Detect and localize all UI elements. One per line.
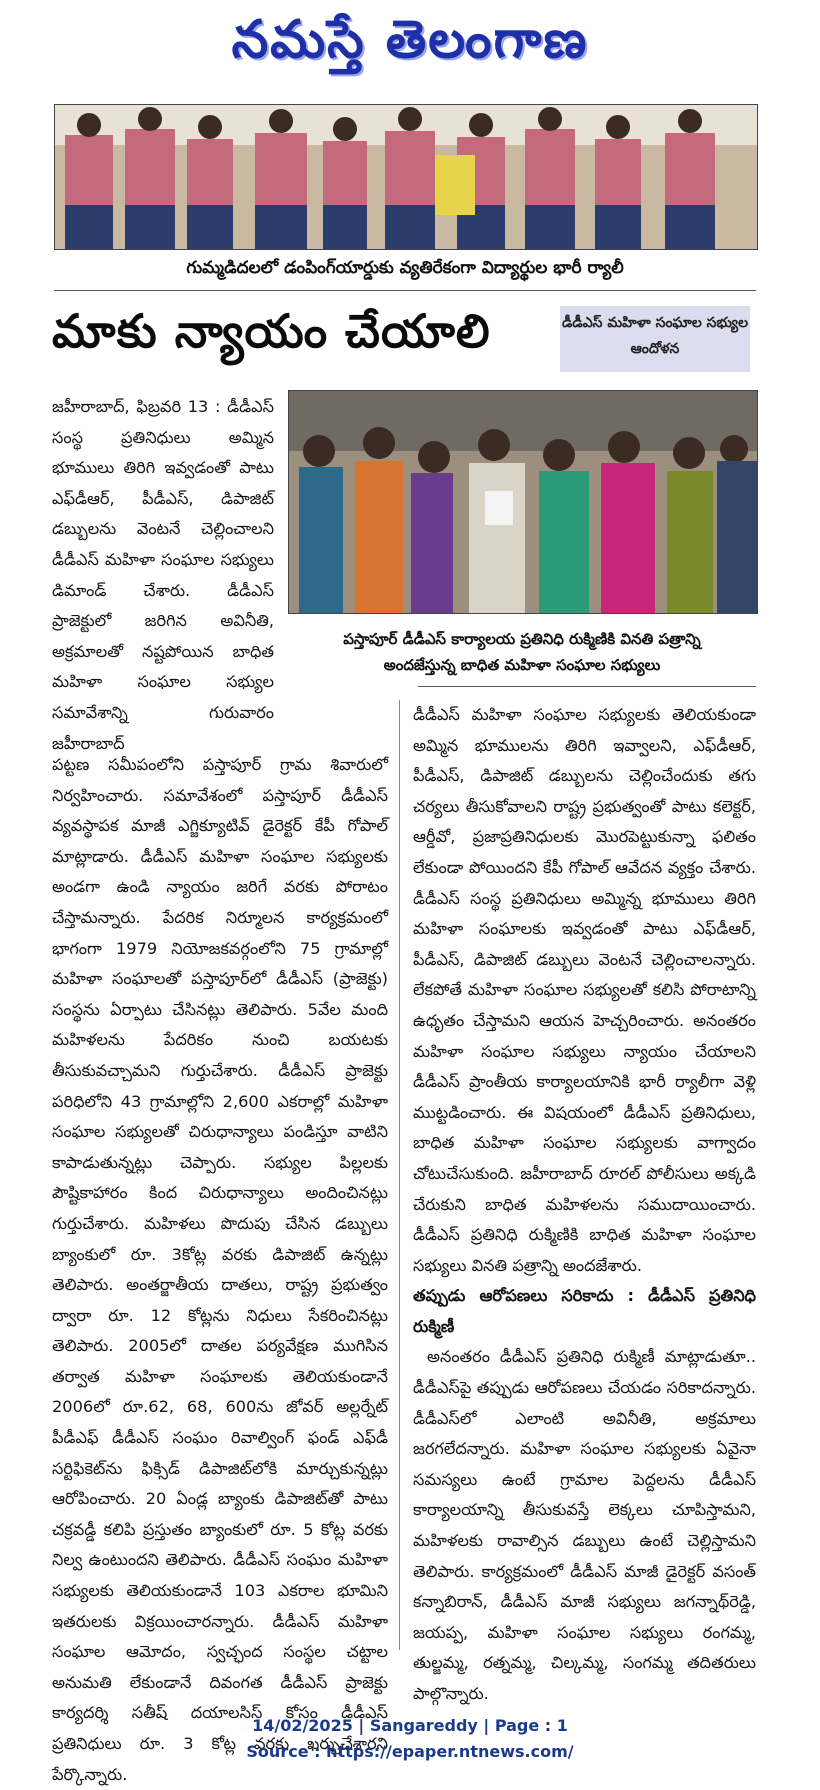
petition-photo-caption-2: అందజేస్తున్న బాధిత మహిళా సంఘాల సభ్యులు: [383, 656, 661, 674]
rally-photo: [54, 104, 758, 250]
article-paragraph-response: అనంతరం డీడీఎస్ ప్రతినిధి రుక్మిణీ మాట్లాడుతూ.. డీడీఎస్‌పై తప్పుడు ఆరోపణలు చేయడం సరికాదన్నారు. డీడీఎస్‌లో ఎలాంటి అవినీతి, అక్రమాలు జరగలేదన్నారు. మహిళా సంఘాల సభ్యులకు ఏవైనా సమస్యలు ఉంటే గ్రామాల పెద్దలను డీడీఎస్ కార్యాలయాన్ని తీసుకువస్తే లెక్కలు చూపిస్తామని, మహిళలకు రావాల్సిన డబ్బులు ఉంటే చెల్లిస్తామని తెలిపారు. కార్యక్రమంలో డీడీఎస్ మాజీ డైరెక్టర్ వసంత్ కన్నాబిరాన్, డీడీఎస్ మాజీ సభ్యులు జగన్నాథ్‌రెడ్డి, జయప్ప, మహిళా సంఘాల సభ్యులు రంగమ్మ, తుల్జమ్మ, రత్నమ్మ, చిల్కమ్మ, సంగమ్మ తదితరులు పాల్గొన్నారు.: [413, 1347, 756, 1703]
article-column-2: [413, 700, 756, 1703]
petition-photo-caption-1: పస్తాపూర్ డీడీఎస్ కార్యాలయ ప్రతినిధి రుక్మిణికి వినతి పత్రాన్ని: [343, 630, 701, 648]
article-column-1-top: [52, 392, 274, 753]
footer-source: Source : https://epaper.ntnews.com/: [246, 1742, 574, 1761]
newspaper-masthead: నమస్తే తెలంగాణ: [231, 10, 589, 70]
article-column-1: [52, 750, 388, 1784]
article-paragraph-main: పట్టణ సమీపంలోని పస్తాపూర్ గ్రామ శివారులో నిర్వహించారు. సమావేశంలో పస్తాపూర్ డీడీఎస్ వ్యవస్థాపక మాజీ ఎగ్జిక్యూటివ్ డైరెక్టర్ కేపీ గోపాల్ మాట్లాడారు. డీడీఎస్ మహిళా సంఘాల సభ్యులకు అండగా ఉండి న్యాయం జరిగే వరకు పోరాటం చేస్తామన్నారు. పేదరిక నిర్మూలన కార్యక్రమంలో భాగంగా 1979 నియోజకవర్గంలోని 75 గ్రామాల్లో మహిళా సంఘాలతో పస్తాపూర్‌లో డీడీఎస్ (ప్రాజెక్టు) సంస్థను ఏర్పాటు చేసినట్లు తెలిపారు. 5వేల మంది మహిళలను పేదరికం నుంచి బయటకు తీసుకువచ్చామని గుర్తుచేశారు. డీడీఎస్ ప్రాజెక్టు పరిధిలోని 43 గ్రామాల్లోని 2,600 ఎకరాల్లో మహిళా సంఘాల సభ్యులతో చిరుధాన్యాలు పండిస్తూ వాటిని కాపాడుతున్నట్లు చెప్పారు. సభ్యుల పిల్లలకు పౌష్టికాహారం కింద చిరుధాన్యాలు అందించినట్లు గుర్తుచేశారు. మహిళలు పొదుపు చేసిన డబ్బులు బ్యాంకులో రూ. 3కోట్ల వరకు డిపాజిట్ ఉన్నట్లు తెలిపారు. అంతర్జాతీయ దాతలు, రాష్ట్ర ప్రభుత్వం ద్వారా రూ. 12 కోట్లను నిధులు సేకరించినట్లు తెలిపారు. 2005లో దాతల పర్యవేక్షణ ముగిసిన తర్వాత మహిళా సంఘాలకు తెలియకుండానే 2006లో రూ.62, 68, 600ను జోవర్ అల్లర్నేట్ పీడీఎఫ్ డీడీఎస్ సంఘం రివాల్వింగ్ ఫండ్ ఎఫ్‌డీ సర్టిఫికెట్‌ను ఫిక్సిడ్ డిపాజిట్‌లోకి మార్చుకున్నట్లు ఆరోపించారు. 20 ఏండ్ల బ్యాంకు డిపాజిట్‌తో పాటు చక్రవడ్డీ కలిపి ప్రస్తుతం బ్యాంకులో రూ. 5 కోట్ల వరకు నిల్వ ఉంటుందని తెలిపారు. డీడీఎస్ సంఘం మహిళా సభ్యులకు తెలియకుండానే 103 ఎకరాల భూమిని ఇతరులకు విక్రయించారన్నారు. డీడీఎస్ మహిళా సంఘాల ఆమోదం, స్వచ్ఛంద సంస్థల చట్టాల అనుమతి లేకుండానే దివంగత డీడీఎస్ ప్రాజెక్టు కార్యదర్శి సతీష్ దయాలసిస్ కోసం డీడీఎస్ ప్రతినిధులు రూ. 3 కోట్ల వరకు ఖర్చుచేశారని పేర్కొన్నారు.: [52, 755, 388, 1784]
rally-photo-caption: గుమ్మడిదలలో డంపింగ్‌యార్డుకు వ్యతిరేకంగా విద్యార్థుల భారీ ర్యాలీ: [186, 258, 624, 278]
caption-divider: [418, 686, 756, 687]
petition-photo: [288, 390, 758, 614]
section-divider: [54, 290, 756, 291]
footer-edition-info: 14/02/2025 | Sangareddy | Page : 1: [252, 1716, 568, 1735]
column-divider: [399, 700, 400, 1650]
article-paragraph-demands: డీడీఎస్ మహిళా సంఘాల సభ్యులకు తెలియకుండా అమ్మిన భూములను తిరిగి ఇవ్వాలని, ఎఫ్‌డీఆర్, పీడీఎస్, డిపాజిట్ డబ్బులను చెల్లించేందుకు తగు చర్యలు తీసుకోవాలని రాష్ట్ర ప్రభుత్వంతో పాటు కలెక్టర్, ఆర్డీవో, ప్రజాప్రతినిధులకు మొరపెట్టుకున్నా ఫలితం లేకుండా పోయిందని కేపీ గోపాల్ ఆవేదన వ్యక్తం చేశారు. డీడీఎస్ సంస్థ ప్రతినిధులు అమ్మిన్న భూములు తిరిగి మహిళా సంఘాలకు ఇవ్వడంతో పాటు ఎఫ్‌డీఆర్, పీడీఎస్, డిపాజిట్ డబ్బులు వెంటనే చెల్లించాలన్నారు. లేకపోతే మహిళా సంఘాల సభ్యులతో కలిసి పోరాటాన్ని ఉధృతం చేస్తామని ఆయన హెచ్చరించారు. అనంతరం మహిళా సంఘాల సభ్యులు న్యాయం చేయాలని డీడీఎస్ ప్రాంతీయ కార్యాలయానికి భారీ ర్యాలీగా వెళ్లి ముట్టడించారు. ఈ విషయంలో డీడీఎస్ ప్రతినిధులు, బాధిత మహిళా సంఘాల సభ్యులకు వాగ్వాదం చోటుచేసుకుంది. జహీరాబాద్ రూరల్ పోలీసులు అక్కడి చేరుకుని బాధిత మహిళలను సముదాయించారు. డీడీఎస్ ప్రతినిధి రుక్మిణికి బాధిత మహిళా సంఘాల సభ్యులు వినతి పత్రాన్ని అందజేశారు.: [413, 705, 756, 1275]
article-paragraph-intro: జహీరాబాద్, ఫిబ్రవరి 13 : డీడీఎస్ సంస్థ ప్రతినిధులు అమ్మిన భూములు తిరిగి ఇవ్వడంతో పాటు ఎఫ్‌డీఆర్, పీడీఎస్, డిపాజిట్ డబ్బులను వెంటనే చెల్లించాలని డీడీఎస్ మహిళా సంఘాల సభ్యులు డిమాండ్ చేశారు. డీడీఎస్ ప్రాజెక్టులో జరిగిన అవినీతి, అక్రమాలతో నష్టపోయిన బాధిత మహిళా సంఘాల సభ్యుల సమావేశాన్ని గురువారం జహీరాబాద్: [52, 397, 274, 753]
article-kicker: డీడీఎస్ మహిళా సంఘాల సభ్యుల ఆందోళన: [560, 306, 750, 372]
article-subheading: తప్పుడు ఆరోపణలు సరికాదు : డీడీఎస్ ప్రతినిధి రుక్మిణీ: [413, 1286, 756, 1336]
article-headline: మాకు న్యాయం చేయాలి: [52, 304, 491, 358]
